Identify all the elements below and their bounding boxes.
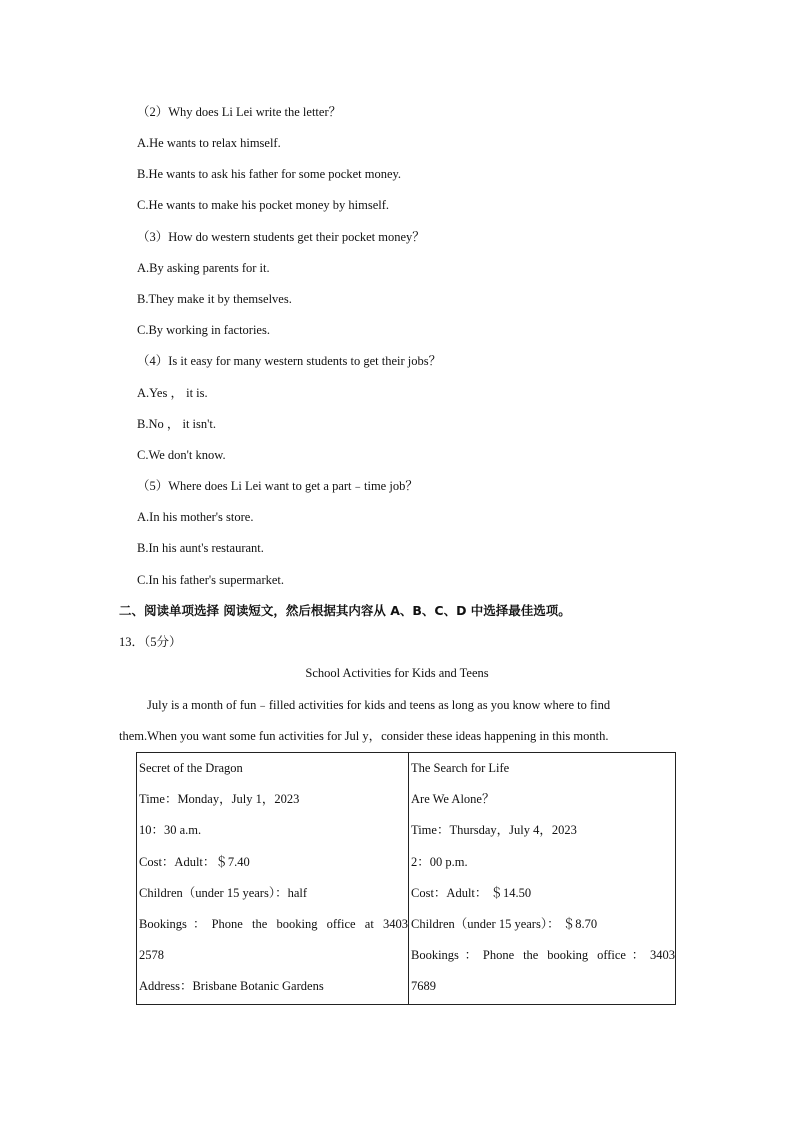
question-5-option-a: A.In his mother's store. xyxy=(137,510,254,524)
question-4-option-a: A.Yes ， it is. xyxy=(137,386,208,400)
event-left-line: Cost：Adult：＄7.40 xyxy=(139,854,250,869)
event-left-line: Bookings：Phone the booking office at 3403 xyxy=(139,916,408,931)
question-4-stem: （4）Is it easy for many western students to get their jobs？ xyxy=(137,354,442,368)
event-left-line: 10：30 a.m. xyxy=(139,823,202,838)
question-3-option-c: C.By working in factories. xyxy=(137,323,270,337)
event-left-line: Children（under 15 years）：half xyxy=(139,885,308,900)
question-3-option-b: B.They make it by themselves. xyxy=(137,292,292,306)
event-right-line: Are We Alone？ xyxy=(411,792,495,807)
event-right-line: Cost：Adult： ＄14.50 xyxy=(411,885,532,900)
passage-title: School Activities for Kids and Teens xyxy=(305,666,489,680)
event-right-line: Time：Thursday，July 4，2023 xyxy=(411,823,577,838)
event-left-line: Address：Brisbane Botanic Gardens xyxy=(139,979,324,994)
event-left-line: 2578 xyxy=(139,948,164,963)
question-2-option-a: A.He wants to relax himself. xyxy=(137,136,281,150)
question-4-option-b: B.No ， it isn't. xyxy=(137,417,216,431)
event-right-line: Children（under 15 years）： ＄8.70 xyxy=(411,916,598,931)
question-2-option-c: C.He wants to make his pocket money by himself. xyxy=(137,198,390,212)
question-number: 13．（5分） xyxy=(119,635,182,649)
question-5-stem: （5）Where does Li Lei want to get a part﹣time job？ xyxy=(137,479,418,493)
question-2-option-b: B.He wants to ask his father for some pocket money. xyxy=(137,167,402,181)
event-right-line: Bookings：Phone the booking office：3403 xyxy=(411,948,675,963)
event-right-line: 2：00 p.m. xyxy=(411,854,468,869)
question-3-option-a: A.By asking parents for it. xyxy=(137,261,270,275)
event-cell-right xyxy=(409,753,676,1005)
question-4-option-c: C.We don't know. xyxy=(137,448,226,462)
passage-line-2: them.When you want some fun activities for Jul y，consider these ideas happening in this month. xyxy=(119,729,609,743)
passage-line-1: July is a month of fun﹣filled activities for kids and teens as long as you know where to find xyxy=(147,698,611,712)
section-heading: 二、阅读单项选择 阅读短文，然后根据其内容从 A、B、C、D 中选择最佳选项。 xyxy=(119,603,571,618)
question-5-option-b: B.In his aunt's restaurant. xyxy=(137,541,264,555)
event-left-line: Time：Monday，July 1，2023 xyxy=(139,792,300,807)
question-2-stem: （2）Why does Li Lei write the letter？ xyxy=(137,105,342,119)
event-left-line: Secret of the Dragon xyxy=(139,761,243,775)
events-table xyxy=(136,752,676,1005)
question-3-stem: （3）How do western students get their pocket money？ xyxy=(137,230,425,244)
event-right-line: The Search for Life xyxy=(411,761,510,775)
question-5-option-c: C.In his father's supermarket. xyxy=(137,573,285,587)
event-cell-left xyxy=(137,753,409,1005)
event-right-line: 7689 xyxy=(411,979,436,994)
